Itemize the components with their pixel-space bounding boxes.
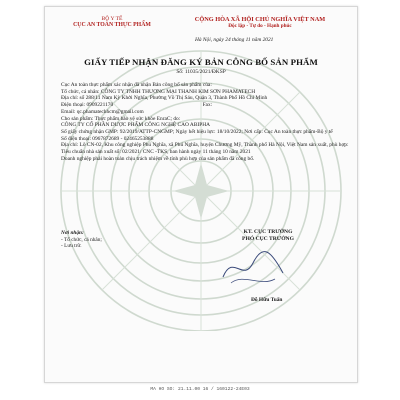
department-name: CỤC AN TOÀN THỰC PHẨM — [73, 22, 151, 29]
issuer-header — [53, 16, 171, 29]
body-line: Cục An toàn thực phẩm xác nhận đã nhận Bản công bố sản phẩm của: — [61, 82, 212, 88]
body-line: Địa chỉ: Lô CN-02, Khu công nghiệp Phú Nghĩa, xã Phú Nghĩa, huyện Chương Mỹ, Thành phố Hà Nội, Việt Nam sản xuất, phù hợp: — [61, 142, 349, 149]
document-number: Số: 11035/2021/ĐKSP — [176, 69, 226, 75]
body-line: Email: qc.phamatechhcm@gmail.com — [61, 108, 144, 115]
nation-header — [167, 16, 353, 29]
body-line: Doanh nghiệp phải hoàn toàn chịu trách nhiệm về tính phù hợp của sản phẩm đã công bố. — [61, 155, 255, 162]
dossier-code: MA HO SO: 21.11.00 16 / 160122-24E03 — [150, 387, 250, 392]
recipient-item: - Tổ chức, cá nhân; — [61, 236, 102, 243]
issue-date: Hà Nội, ngày 24 tháng 11 năm 2021 — [195, 37, 274, 43]
body-line: Tổ chức, cá nhân: CÔNG TY TNHH THƯƠNG MẠI THANH KIM SƠN PHAMATECH — [61, 88, 256, 95]
body-line: Số điện thoại: 0967872689 - 02465253888 — [61, 135, 154, 142]
signer-name: Đỗ Hữu Tuấn — [251, 297, 283, 303]
document-body — [61, 82, 349, 162]
signature-title-block — [193, 229, 343, 243]
bronze-drum-watermark — [51, 31, 351, 331]
phone-value: Điện thoại: 0909221170 — [61, 102, 114, 109]
body-line-phone — [61, 102, 349, 109]
fax-label: Fax: — [202, 102, 213, 109]
signer-deputy-title: PHÓ CỤC TRƯỞNG — [242, 235, 294, 242]
ministry-name: BỘ Y TẾ — [101, 16, 123, 22]
body-line: Số giấy chứng nhận GMP: 92/2019/ATTP-CNGMP; Ngày hết hiệu lực: 18/10/2022; Nơi cấp: Cục An toàn thực phẩm-Bộ y tế — [61, 128, 333, 135]
signature-scribble — [213, 243, 293, 293]
national-motto: Độc lập - Tự do - Hạnh phúc — [228, 23, 292, 30]
body-line: CÔNG TY CỔ PHẦN DƯỢC PHẨM CÔNG NGHỆ CAO ABIPHA — [61, 122, 210, 129]
recipients-block — [61, 230, 102, 250]
recipient-item: - Lưu trữ. — [61, 243, 82, 250]
document-page — [44, 6, 358, 383]
signer-position: KT. CỤC TRƯỞNG — [243, 229, 293, 235]
body-line: Địa chỉ: số 288/11 Nam Kỳ Khởi Nghĩa, Phường Võ Thị Sáu, Quận 3, Thành Phố Hồ Chí Minh — [61, 95, 268, 102]
recipients-heading: Nơi nhận: — [61, 230, 84, 236]
body-line: Tiêu chuẩn nhà sản xuất số: 02/2021/ CNC -TKS, ban hành ngày 11 tháng 10 năm 2021 — [61, 149, 251, 156]
body-line: Cho sản phẩm: Thực phẩm bảo vệ sức khỏe EnraC; do: — [61, 115, 181, 122]
document-title: GIẤY TIẾP NHẬN ĐĂNG KÝ BẢN CÔNG BỐ SẢN PHẨM — [84, 57, 318, 67]
nation-name: CỘNG HÒA XÃ HỘI CHỦ NGHĨA VIỆT NAM — [194, 16, 326, 23]
